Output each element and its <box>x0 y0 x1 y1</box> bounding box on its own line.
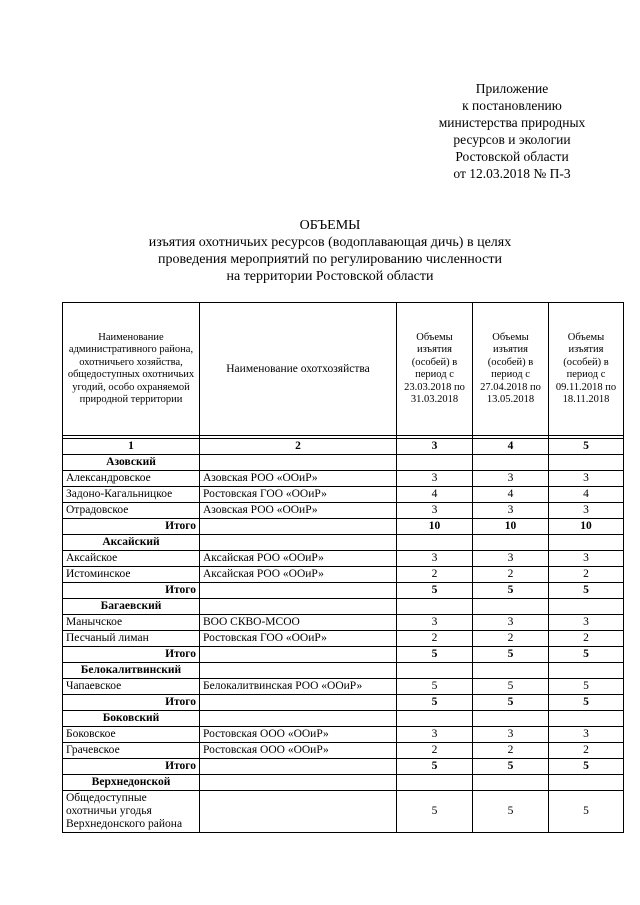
total-label: Итого <box>63 759 200 775</box>
table-row <box>63 567 624 583</box>
total-label: Итого <box>63 647 200 663</box>
title-line: изъятия охотничьих ресурсов (водоплавающая дичь) в целях <box>148 235 512 250</box>
empty-cell <box>549 455 624 471</box>
appendix-line: к постановлению <box>462 98 562 113</box>
total-period-1: 5 <box>397 583 473 599</box>
farm-name: Азовская РОО «ООиР» <box>200 503 397 519</box>
total-row <box>63 647 624 663</box>
appendix-line: министерства природных <box>438 115 586 130</box>
table-header-row <box>63 303 624 436</box>
area-name: Истоминское <box>63 567 200 583</box>
column-number: 2 <box>200 439 397 455</box>
empty-cell <box>549 663 624 679</box>
value-period-2: 3 <box>473 727 549 743</box>
title-heading: ОБЪЕМЫ <box>299 218 361 233</box>
value-period-3: 2 <box>549 567 624 583</box>
column-number: 5 <box>549 439 624 455</box>
value-period-1: 3 <box>397 727 473 743</box>
district-name: Аксайский <box>63 535 200 551</box>
total-period-1: 10 <box>397 519 473 535</box>
empty-cell <box>200 775 397 791</box>
district-name: Белокалитвинский <box>63 663 200 679</box>
appendix-line: Ростовской области <box>455 149 569 164</box>
empty-cell <box>200 695 397 711</box>
table-row <box>63 631 624 647</box>
area-name: Боковское <box>63 727 200 743</box>
header-period-1: Объемы изъятия (особей) в период с 23.03.2018 по 31.03.2018 <box>397 303 473 436</box>
value-period-2: 2 <box>473 743 549 759</box>
empty-cell <box>549 599 624 615</box>
value-period-1: 3 <box>397 503 473 519</box>
district-name: Азовский <box>63 455 200 471</box>
value-period-3: 5 <box>549 679 624 695</box>
table-row <box>63 743 624 759</box>
value-period-1: 3 <box>397 615 473 631</box>
area-name: Александровское <box>63 471 200 487</box>
value-period-3: 3 <box>549 471 624 487</box>
total-row <box>63 583 624 599</box>
farm-name: Аксайская РОО «ООиР» <box>200 551 397 567</box>
district-header-row <box>63 775 624 791</box>
value-period-3: 3 <box>549 615 624 631</box>
total-label: Итого <box>63 695 200 711</box>
district-name: Верхнедонской <box>63 775 200 791</box>
value-period-2: 5 <box>473 791 549 833</box>
empty-cell <box>397 663 473 679</box>
district-header-row <box>63 663 624 679</box>
area-name: Чапаевское <box>63 679 200 695</box>
value-period-3: 2 <box>549 743 624 759</box>
empty-cell <box>473 599 549 615</box>
value-period-3: 3 <box>549 503 624 519</box>
area-name: Манычское <box>63 615 200 631</box>
header-area: Наименование административного района, охотничьего хозяйства, общедоступных охотничьих угодий, особо охраняемой природной территории <box>63 303 200 436</box>
value-period-1: 5 <box>397 791 473 833</box>
header-period-3: Объемы изъятия (особей) в период с 09.11.2018 по 18.11.2018 <box>549 303 624 436</box>
empty-cell <box>397 711 473 727</box>
value-period-3: 2 <box>549 631 624 647</box>
appendix-block <box>400 80 624 182</box>
total-period-2: 10 <box>473 519 549 535</box>
value-period-2: 5 <box>473 679 549 695</box>
farm-name: Азовская РОО «ООиР» <box>200 471 397 487</box>
farm-name <box>200 791 397 833</box>
value-period-3: 3 <box>549 727 624 743</box>
farm-name: Ростовская ГОО «ООиР» <box>200 631 397 647</box>
empty-cell <box>473 535 549 551</box>
empty-cell <box>397 599 473 615</box>
farm-name: Аксайская РОО «ООиР» <box>200 567 397 583</box>
total-row <box>63 759 624 775</box>
value-period-1: 2 <box>397 743 473 759</box>
value-period-1: 4 <box>397 487 473 503</box>
total-period-2: 5 <box>473 583 549 599</box>
value-period-3: 3 <box>549 551 624 567</box>
column-numbers-row <box>63 439 624 455</box>
total-row <box>63 519 624 535</box>
header-farm: Наименование охотхозяйства <box>200 303 397 436</box>
empty-cell <box>473 711 549 727</box>
farm-name: ВОО СКВО-МСОО <box>200 615 397 631</box>
empty-cell <box>473 775 549 791</box>
district-header-row <box>63 711 624 727</box>
district-header-row <box>63 535 624 551</box>
total-label: Итого <box>63 583 200 599</box>
column-number: 1 <box>63 439 200 455</box>
total-period-1: 5 <box>397 759 473 775</box>
title-line: проведения мероприятий по регулированию численности <box>158 252 502 267</box>
total-period-2: 5 <box>473 759 549 775</box>
empty-cell <box>549 775 624 791</box>
total-period-3: 5 <box>549 583 624 599</box>
farm-name: Белокалитвинская РОО «ООиР» <box>200 679 397 695</box>
empty-cell <box>549 711 624 727</box>
empty-cell <box>473 455 549 471</box>
area-name: Общедоступные охотничьи угодья Верхнедонского района <box>63 791 200 833</box>
empty-cell <box>200 599 397 615</box>
table-row <box>63 471 624 487</box>
total-period-3: 5 <box>549 647 624 663</box>
district-name: Багаевский <box>63 599 200 615</box>
value-period-2: 4 <box>473 487 549 503</box>
table-row <box>63 487 624 503</box>
quota-table <box>62 302 624 833</box>
total-label: Итого <box>63 519 200 535</box>
total-period-3: 5 <box>549 695 624 711</box>
empty-cell <box>200 711 397 727</box>
table-row <box>63 791 624 833</box>
area-name: Песчаный лиман <box>63 631 200 647</box>
title-line: на территории Ростовской области <box>226 269 434 284</box>
value-period-1: 5 <box>397 679 473 695</box>
farm-name: Ростовская ООО «ООиР» <box>200 727 397 743</box>
value-period-2: 2 <box>473 567 549 583</box>
empty-cell <box>200 647 397 663</box>
value-period-2: 2 <box>473 631 549 647</box>
value-period-3: 4 <box>549 487 624 503</box>
total-period-2: 5 <box>473 647 549 663</box>
empty-cell <box>549 535 624 551</box>
value-period-1: 3 <box>397 471 473 487</box>
appendix-line: от 12.03.2018 № П-3 <box>453 166 571 181</box>
farm-name: Ростовская ООО «ООиР» <box>200 743 397 759</box>
quota-table-body <box>63 303 624 833</box>
empty-cell <box>200 535 397 551</box>
empty-cell <box>397 455 473 471</box>
empty-cell <box>200 455 397 471</box>
total-period-2: 5 <box>473 695 549 711</box>
value-period-2: 3 <box>473 615 549 631</box>
area-name: Грачевское <box>63 743 200 759</box>
column-number: 4 <box>473 439 549 455</box>
table-row <box>63 615 624 631</box>
value-period-2: 3 <box>473 503 549 519</box>
empty-cell <box>200 583 397 599</box>
area-name: Отрадовское <box>63 503 200 519</box>
value-period-2: 3 <box>473 551 549 567</box>
table-row <box>63 551 624 567</box>
empty-cell <box>200 759 397 775</box>
empty-cell <box>397 535 473 551</box>
column-number: 3 <box>397 439 473 455</box>
empty-cell <box>397 775 473 791</box>
value-period-3: 5 <box>549 791 624 833</box>
table-row <box>63 503 624 519</box>
table-row <box>63 727 624 743</box>
value-period-1: 3 <box>397 551 473 567</box>
appendix-line: ресурсов и экологии <box>453 132 571 147</box>
total-period-3: 5 <box>549 759 624 775</box>
empty-cell <box>473 663 549 679</box>
total-period-1: 5 <box>397 647 473 663</box>
area-name: Задоно-Кагальницкое <box>63 487 200 503</box>
value-period-1: 2 <box>397 631 473 647</box>
total-row <box>63 695 624 711</box>
document-title <box>60 217 600 285</box>
value-period-1: 2 <box>397 567 473 583</box>
total-period-3: 10 <box>549 519 624 535</box>
table-row <box>63 679 624 695</box>
district-header-row <box>63 599 624 615</box>
empty-cell <box>200 519 397 535</box>
empty-cell <box>200 663 397 679</box>
farm-name: Ростовская ГОО «ООиР» <box>200 487 397 503</box>
appendix-line: Приложение <box>475 81 549 96</box>
total-period-1: 5 <box>397 695 473 711</box>
district-header-row <box>63 455 624 471</box>
value-period-2: 3 <box>473 471 549 487</box>
area-name: Аксайское <box>63 551 200 567</box>
header-period-2: Объемы изъятия (особей) в период с 27.04.2018 по 13.05.2018 <box>473 303 549 436</box>
district-name: Боковский <box>63 711 200 727</box>
